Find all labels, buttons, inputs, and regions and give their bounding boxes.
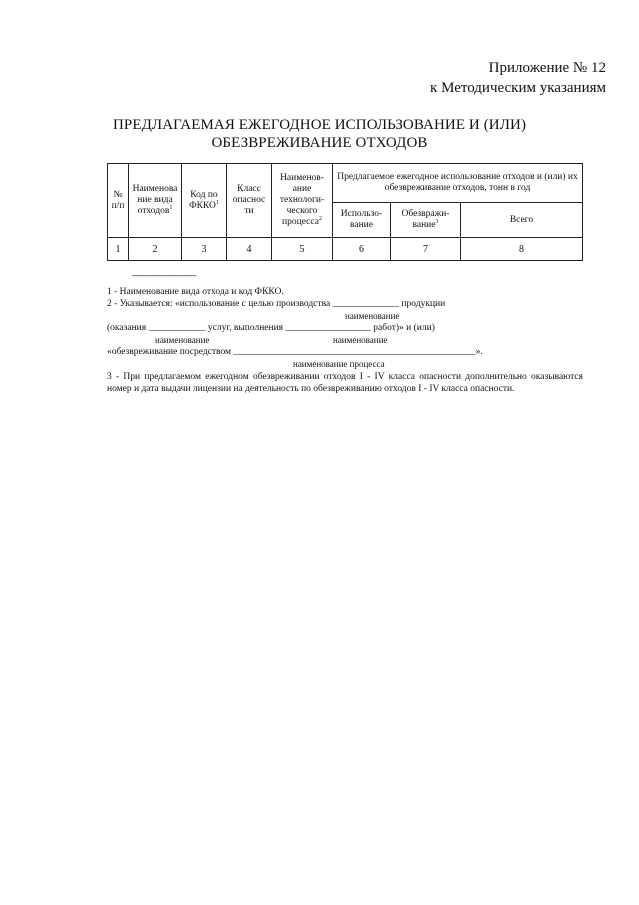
waste-usage-table — [107, 163, 583, 261]
header-process-name: Наименов-ание технологи-ческого процесса$^2$ — [272, 164, 333, 238]
column-number: 8 — [461, 238, 583, 261]
header-waste-name: Наименова ние вида отходов$^1$ — [129, 164, 182, 238]
document-title-line1: ПРЕДЛАГАЕМАЯ ЕЖЕГОДНОЕ ИСПОЛЬЗОВАНИЕ И (ИЛИ) — [112, 117, 527, 133]
header-usage: Использо-вание — [333, 203, 391, 238]
appendix-reference: к Методическим указаниям — [430, 80, 606, 96]
column-number: 4 — [227, 238, 272, 261]
footnote-1: 1 - Наименование вида отхода и код ФККО. — [107, 287, 284, 297]
header-neutralization: Обезвражи-вание$^3$ — [391, 203, 461, 238]
header-hazard-class: Класс опаснос ти — [227, 164, 272, 238]
column-number: 6 — [333, 238, 391, 261]
column-number: 1 — [108, 238, 129, 261]
footnote-2-line3: «обезвреживание посредством ___________________________________________________». — [107, 347, 483, 357]
footnote-2-line1: 2 - Указывается: «использование с целью производства ______________ продукции — [107, 299, 446, 309]
footnote-2-caption: наименование — [345, 311, 400, 321]
footnote-2-line2: (оказания ____________ услуг, выполнения __________________ работ)» и (или) — [107, 323, 435, 333]
column-number: 3 — [182, 238, 227, 261]
footnote-2-caption: наименование — [155, 335, 210, 345]
document-title-line2: ОБЕЗВРЕЖИВАНИЕ ОТХОДОВ — [211, 135, 428, 151]
column-number: 7 — [391, 238, 461, 261]
header-total: Всего — [461, 203, 583, 238]
footnote-2-caption: наименование — [333, 335, 388, 345]
footnote-3: 3 - При предлагаемом ежегодном обезвреживании отходов I - IV класса опасности дополнительно оказываются номер и дата выдачи лицензии на деятельность по обезвреживанию отходов I - IV класса опасности. — [107, 372, 583, 394]
header-annual-usage-group: Предлагаемое ежегодное использование отходов и (или) их обезвреживание отходов, тонн в год — [333, 164, 583, 203]
column-number: 2 — [129, 238, 182, 261]
header-row-number: № п/п — [108, 164, 129, 238]
appendix-number: Приложение № 12 — [488, 60, 606, 76]
footnote-separator: ------------------------------- — [132, 271, 196, 280]
header-fkko-code: Код по ФККО$^1$ — [182, 164, 227, 238]
footnote-2-caption: наименование процесса — [293, 359, 385, 369]
column-number: 5 — [272, 238, 333, 261]
